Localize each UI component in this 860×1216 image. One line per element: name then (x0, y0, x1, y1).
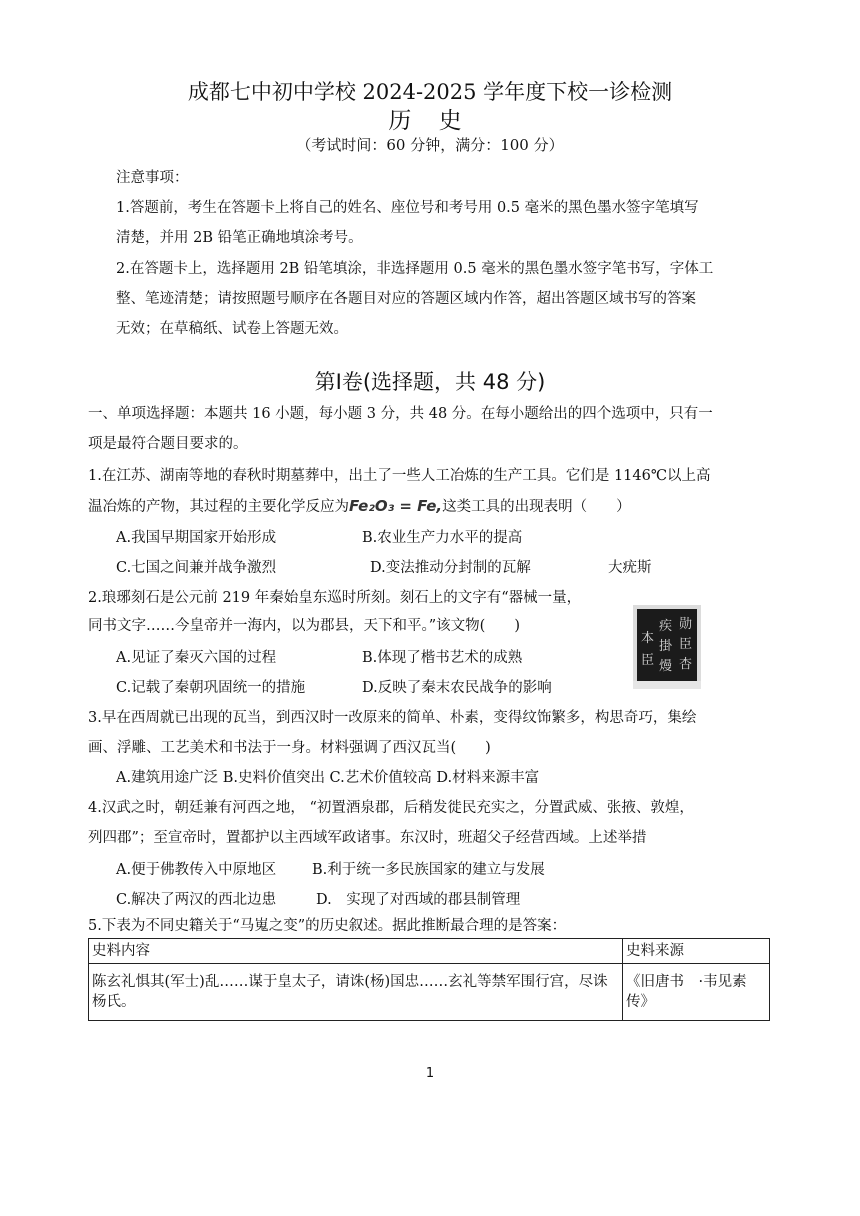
section-instructions-line-1: 一、单项选择题：本题共 16 小题，每小题 3 分，共 48 分。在每小题给出的四个选项中，只有一 (88, 406, 713, 422)
page-number: 1 (425, 1066, 435, 1081)
q4-option-d: D. 实现了对西域的郡县制管理 (316, 892, 521, 908)
q1-option-a: A.我国早期国家开始形成 (116, 530, 277, 546)
q1-stem-pre: 温冶炼的产物，其过程的主要化学反应为 (88, 499, 349, 515)
notice-item-2-line-3: 无效；在草稿纸、试卷上答题无效。 (116, 321, 348, 337)
q1-chemical-formula: Fe₂O₃ = Fe, (349, 497, 443, 515)
notice-item-2-line-2: 整、笔迹清楚；请按照题号顺序在各题目对应的答题区域内作答，超出答题区域书写的答案 (116, 291, 696, 307)
q4-stem-line-1: 4.汉武之时，朝廷兼有河西之地， “初置酒泉郡，后稍发徙民充实之，分置武威、张掖、敦煌， (88, 800, 694, 816)
image-caption-strip (633, 681, 701, 689)
q4-stem-line-2: 列四郡”；至宣帝时，置都护以主西域军政诸事。东汉时，班超父子经营西域。上述举措 (88, 830, 647, 846)
q2-option-b: B.体现了楷书艺术的成熟 (362, 650, 523, 666)
table-header-content: 史料内容 (89, 939, 623, 964)
q2-stem-line-2: 同书文字……今皇帝并一海内，以为郡县，天下和平。”该文物( ) (88, 618, 520, 634)
q3-stem-line-1: 3.早在西周就已出现的瓦当，到西汉时一改原来的简单、朴素，变得纹饰繁多，构思奇巧，集绘 (88, 710, 697, 726)
q2-stem-line-1: 2.琅琊刻石是公元前 219 年秦始皇东巡时所刻。刻石上的文字有“器械一量， (88, 590, 582, 606)
q5-source-table (88, 938, 770, 1021)
q2-option-a: A.见证了秦灭六国的过程 (116, 650, 277, 666)
q3-stem-line-2: 画、浮雕、工艺美术和书法于一身。材料强调了西汉瓦当( ) (88, 740, 491, 756)
notice-heading: 注意事项： (116, 170, 189, 186)
q4-option-a: A.便于佛教传入中原地区 (116, 862, 277, 878)
section-title: 第Ⅰ卷(选择题，共 48 分) (314, 370, 546, 394)
q1-option-b: B.农业生产力水平的提高 (362, 530, 523, 546)
q4-option-c: C.解决了两汉的西北边患 (116, 892, 277, 908)
table-row (89, 964, 770, 1021)
notice-item-1-line-2: 清楚，并用 2B 铅笔正确地填涂考号。 (116, 230, 363, 246)
q3-options: A.建筑用途广泛 B.史料价值突出 C.艺术价值较高 D.材料来源丰富 (116, 770, 540, 786)
langya-stone-inscription-image: 本 疾 勋 臣 掛 臣 熳 杏 (633, 605, 701, 689)
q2-option-d: D.反映了秦末农民战争的影响 (362, 680, 552, 696)
table-cell-content: 陈玄礼惧其(军士)乱……谋于皇太子，请诛(杨)国忠……玄礼等禁军围行宫，尽诛杨氏。 (89, 964, 623, 1021)
notice-item-2-line-1: 2.在答题卡上，选择题用 2B 铅笔填涂，非选择题用 0.5 毫米的黑色墨水签字笔书写，字体工 (116, 261, 714, 277)
table-header-row (89, 939, 770, 964)
q4-option-b: B.利于统一多民族国家的建立与发展 (312, 862, 545, 878)
q1-stray-text: 大疣斯 (608, 560, 652, 576)
q1-stem-post: 这类工具的出现表明（ ） (442, 499, 631, 515)
table-cell-source: 《旧唐书 ·韦见素传》 (623, 964, 770, 1021)
q2-option-c: C.记载了秦朝巩固统一的措施 (116, 680, 306, 696)
exam-title: 成都七中初中学校 2024-2025 学年度下校一诊检测 (187, 80, 673, 104)
q1-stem-line-2 (88, 496, 631, 517)
table-header-source: 史料来源 (623, 939, 770, 964)
subject-title: 历 史 (388, 108, 472, 134)
exam-time: （考试时间：60 分钟，满分：100 分） (296, 136, 564, 154)
section-instructions-line-2: 项是最符合题目要求的。 (88, 436, 248, 452)
q1-stem-line-1: 1.在江苏、湖南等地的春秋时期墓葬中，出土了一些人工冶炼的生产工具。它们是 1146℃以上高 (88, 468, 711, 484)
q1-option-d: D.变法推动分封制的瓦解 (370, 560, 531, 576)
notice-item-1-line-1: 1.答题前，考生在答题卡上将自己的姓名、座位号和考号用 0.5 毫米的黑色墨水签字笔填写 (116, 200, 699, 216)
q1-option-c: C.七国之间兼并战争激烈 (116, 560, 277, 576)
q5-stem: 5.下表为不同史籍关于“马嵬之变”的历史叙述。据此推断最合理的是答案： (88, 918, 567, 934)
